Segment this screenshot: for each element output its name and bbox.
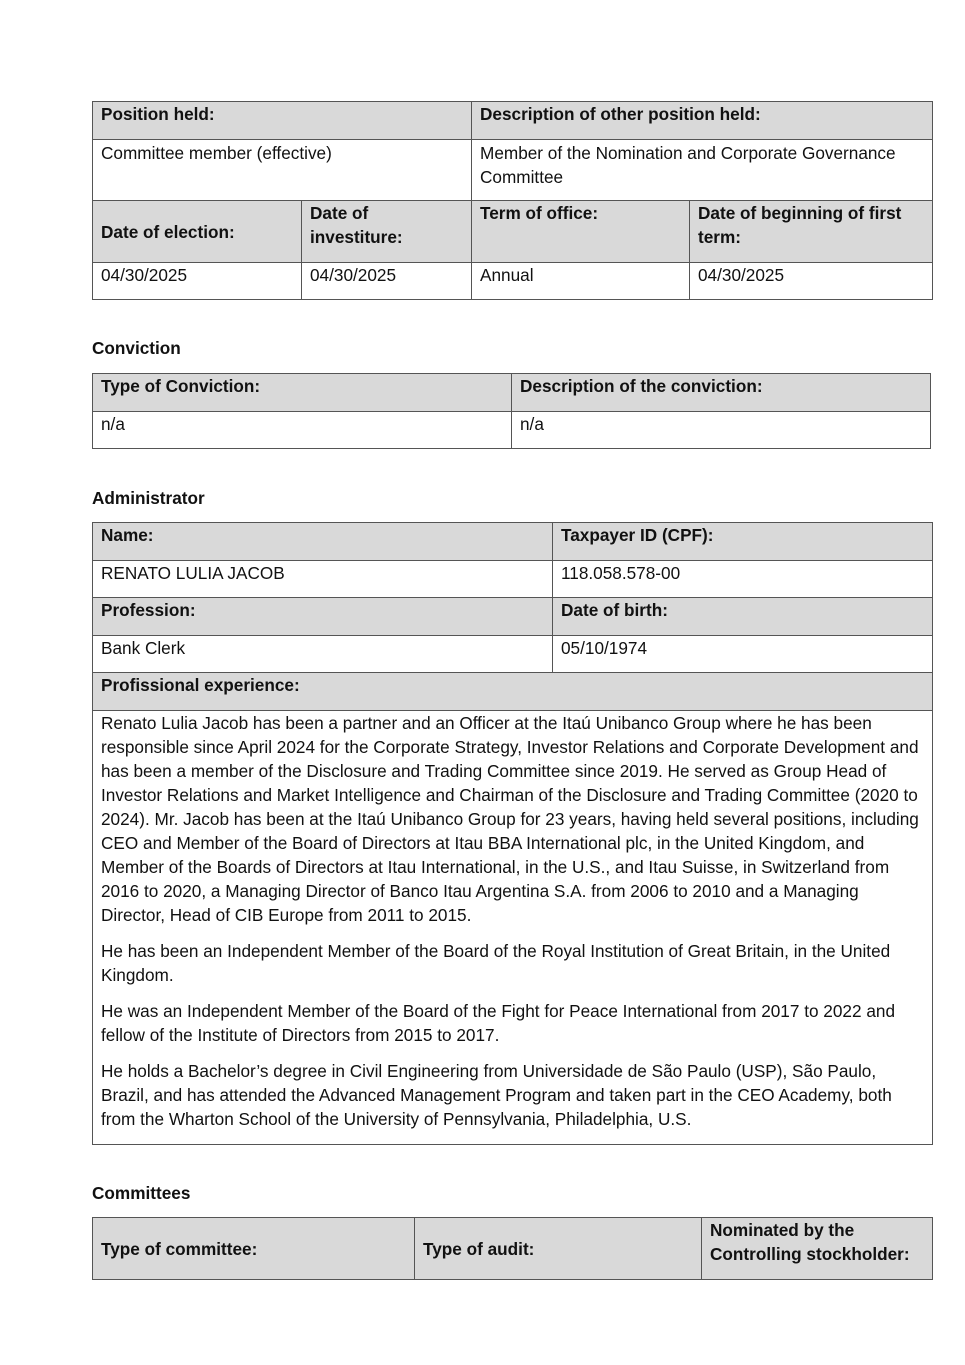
- name-label: Name:: [93, 523, 553, 561]
- experience-paragraph: Renato Lulia Jacob has been a partner and an Officer at the Itaú Unibanco Group where he has been responsible since April 2024 for the Corporate Strategy, Investor Relations and Corporate Development and has been a member of the Disclosure and Trading Committee since 2019. He served as Group Head of Investor Relations and Market Intelligence and Chairman of the Disclosure and Trading Committee (2020 to 2024). Mr. Jacob has been at the Itaú Unibanco Group for 23 years, having held several positions, including CEO and Member of the Board of Directors at Itau BBA International plc, in the United Kingdom, and Member of the Boards of Directors at Itau International, in the U.S., and Itau Suisse, in Switzerland from 2016 to 2020, a Managing Director of Banco Itau Argentina S.A. from 2006 to 2010 and a Managing Director, Head of CIB Europe from 2011 to 2015.: [101, 713, 919, 925]
- experience-paragraph: He was an Independent Member of the Board of the Fight for Peace International from 2017 to 2022 and fellow of the Institute of Directors from 2015 to 2017.: [101, 1001, 895, 1045]
- conviction-table: [92, 373, 931, 449]
- experience-paragraph: He has been an Independent Member of the Board of the Royal Institution of Great Britain, in the United Kingdom.: [101, 941, 891, 985]
- description-other-value: Member of the Nomination and Corporate Governance Committee: [472, 140, 933, 201]
- name-value: RENATO LULIA JACOB: [93, 561, 553, 598]
- birth-label: Date of birth:: [553, 598, 933, 636]
- term-office-label: Term of office:: [472, 201, 690, 263]
- position-held-label: Position held:: [93, 102, 472, 140]
- administrator-table: [92, 522, 933, 1145]
- experience-text: [93, 711, 933, 1145]
- administrator-heading: Administrator: [92, 488, 205, 508]
- committees-heading: Committees: [92, 1183, 191, 1203]
- term-office-value: Annual: [472, 263, 690, 300]
- date-election-value: 04/30/2025: [93, 263, 302, 300]
- date-election-label: Date of election:: [93, 201, 302, 263]
- conviction-description-label: Description of the conviction:: [512, 374, 931, 412]
- cpf-value: 118.058.578-00: [553, 561, 933, 598]
- nominated-label: Nominated by the Controlling stockholder:: [702, 1218, 933, 1280]
- date-investiture-label: Date of investiture:: [302, 201, 472, 263]
- position-table: [92, 101, 933, 300]
- conviction-heading: Conviction: [92, 338, 181, 358]
- conviction-type-label: Type of Conviction:: [93, 374, 512, 412]
- type-audit-label: Type of audit:: [415, 1218, 702, 1280]
- profession-value: Bank Clerk: [93, 636, 553, 673]
- profession-label: Profession:: [93, 598, 553, 636]
- cpf-label: Taxpayer ID (CPF):: [553, 523, 933, 561]
- date-first-term-value: 04/30/2025: [690, 263, 933, 300]
- position-held-value: Committee member (effective): [93, 140, 472, 201]
- committees-table: [92, 1217, 933, 1280]
- conviction-type-value: n/a: [93, 412, 512, 449]
- date-investiture-value: 04/30/2025: [302, 263, 472, 300]
- date-first-term-label: Date of beginning of first term:: [690, 201, 933, 263]
- experience-paragraph: He holds a Bachelor’s degree in Civil Engineering from Universidade de São Paulo (USP), São Paulo, Brazil, and has attended the Advanced Management Program and taken part in the CEO Academy, both from the Wharton School of the University of Pennsylvania, Philadelphia, U.S.: [101, 1061, 892, 1129]
- conviction-description-value: n/a: [512, 412, 931, 449]
- birth-value: 05/10/1974: [553, 636, 933, 673]
- description-other-label: Description of other position held:: [472, 102, 933, 140]
- type-committee-label: Type of committee:: [93, 1218, 415, 1280]
- experience-label: Profissional experience:: [93, 673, 933, 711]
